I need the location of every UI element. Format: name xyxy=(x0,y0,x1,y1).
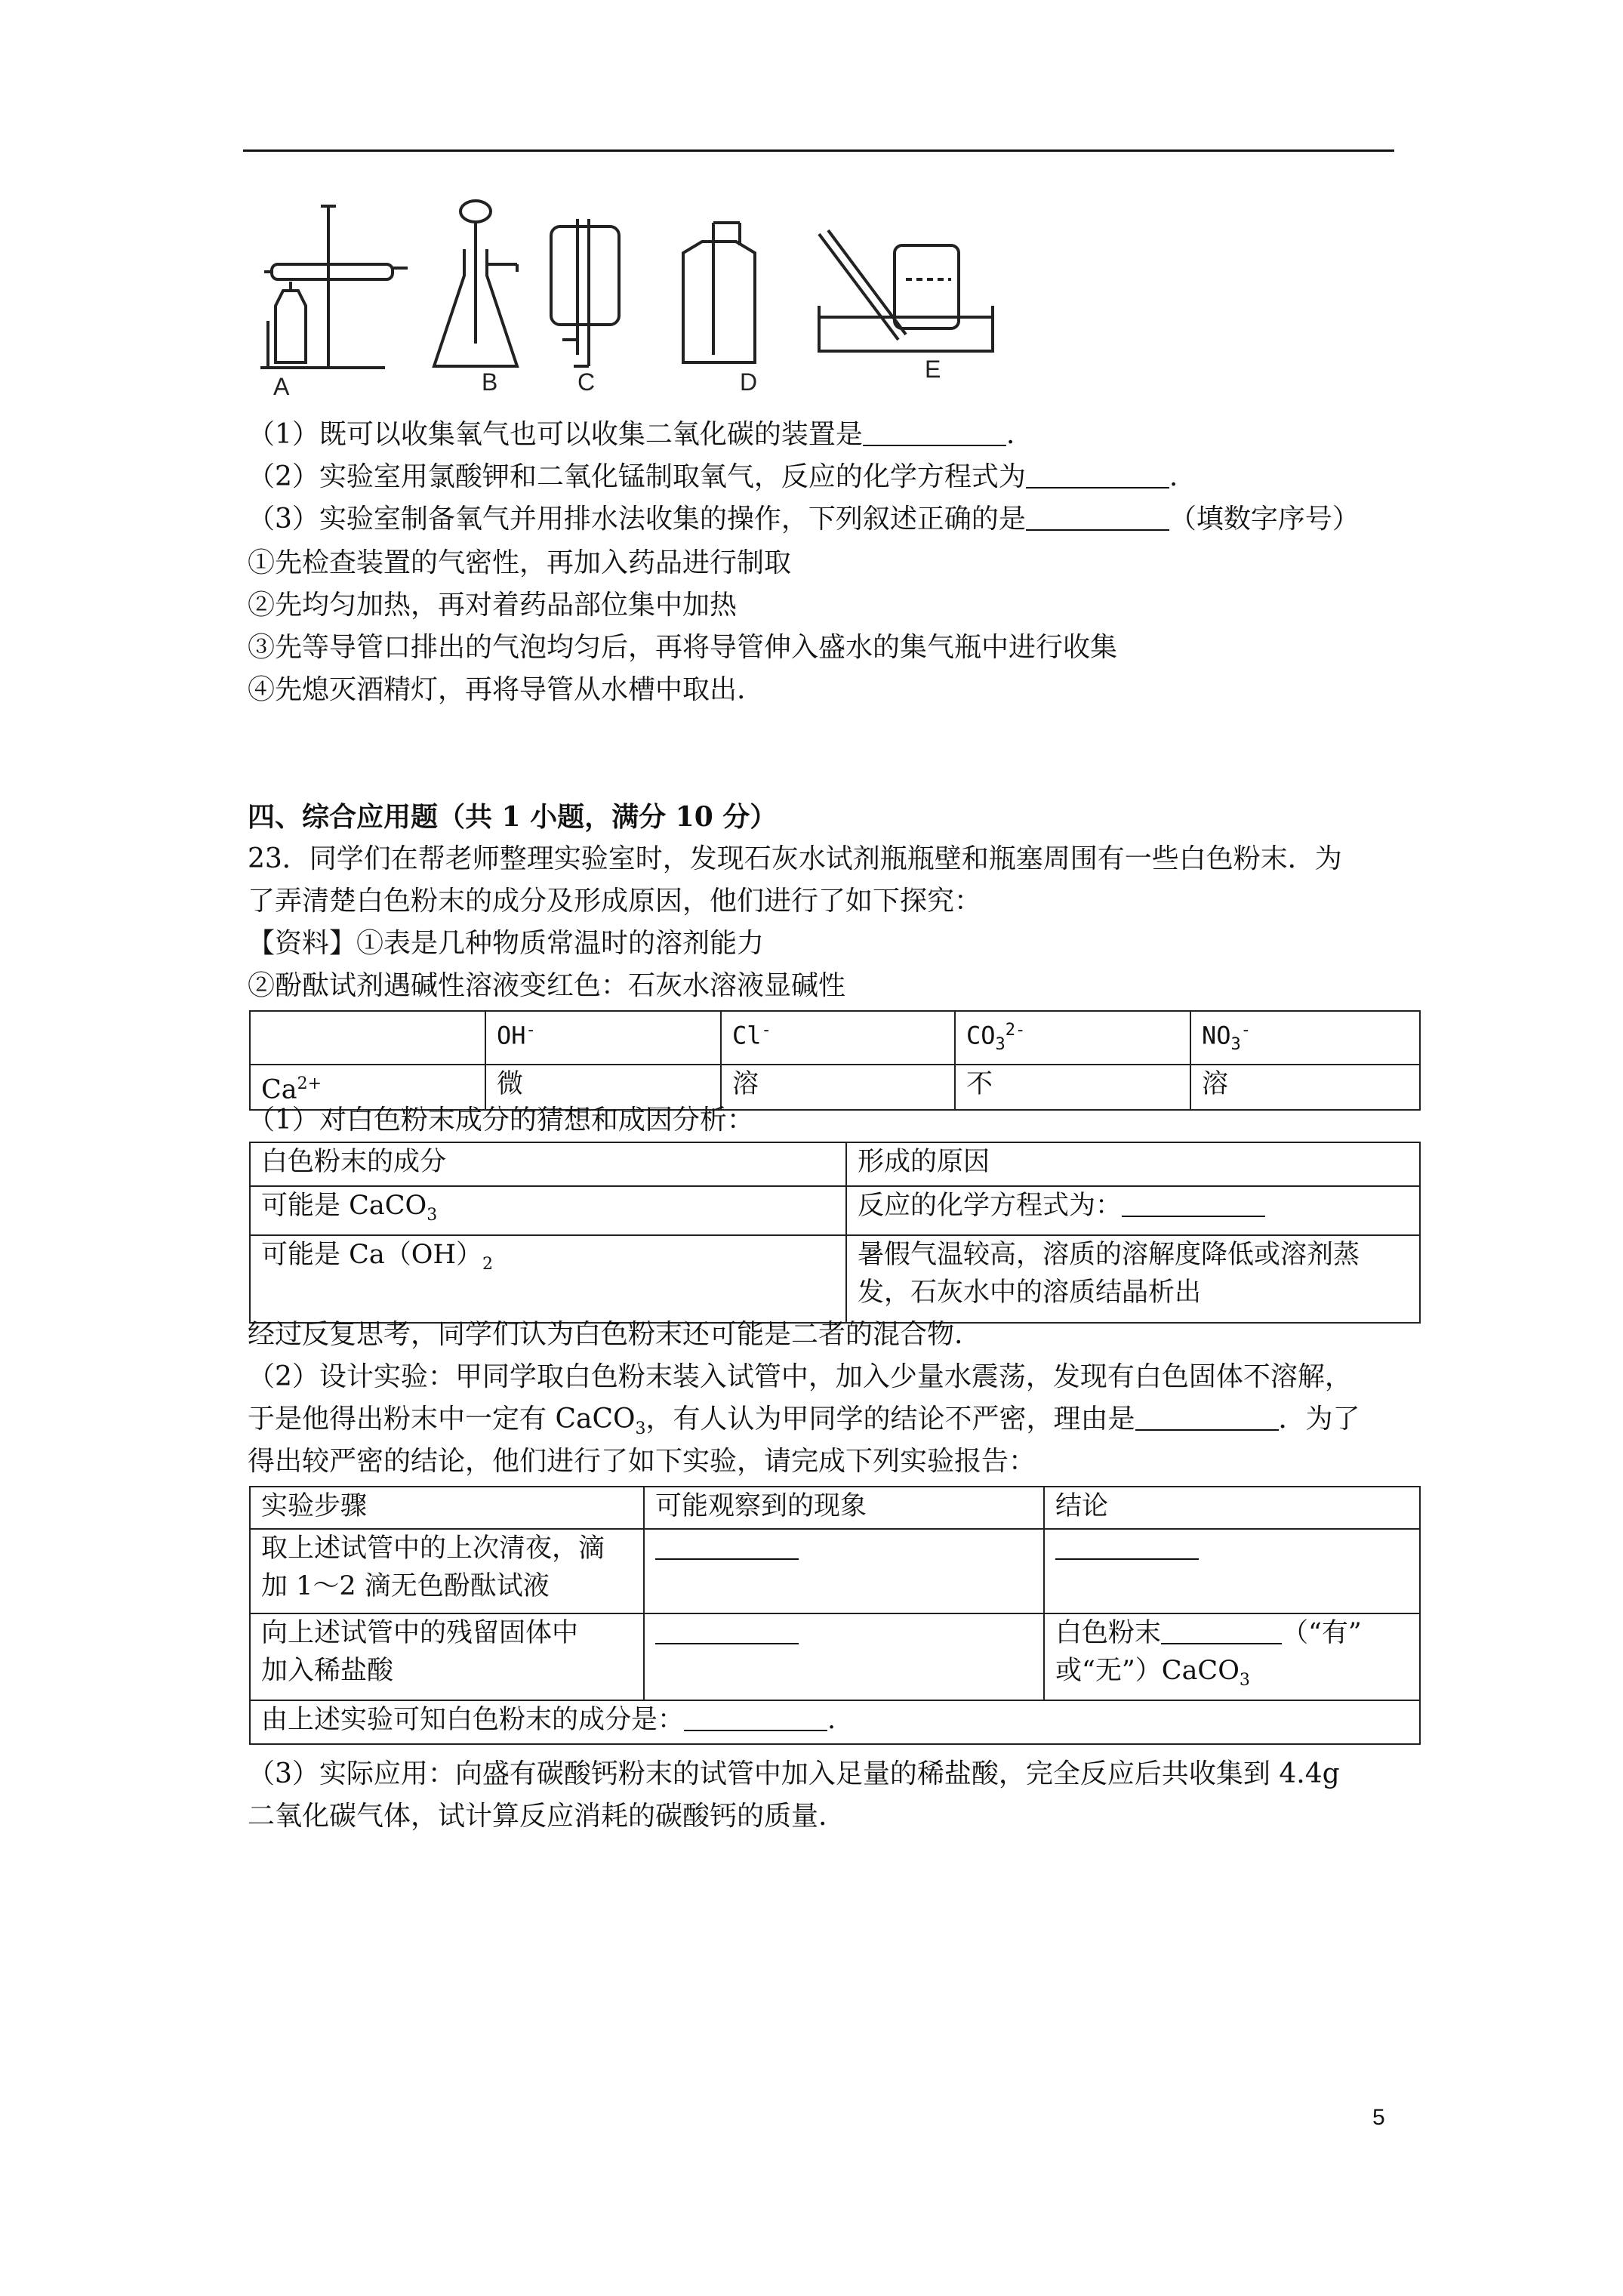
q23-line1: 23．同学们在帮老师整理实验室时，发现石灰水试剂瓶瓶壁和瓶塞周围有一些白色粉末．为 xyxy=(248,843,1342,874)
step-phenolphthalein: 取上述试管中的上次清夜，滴 加 1～2 滴无色酚酞试液 xyxy=(250,1529,644,1613)
solubility-cell: 溶 xyxy=(1190,1065,1420,1110)
conclusion-cell: 白色粉末 （“有” 或“无”）CaCO$_3$ xyxy=(1044,1613,1420,1700)
ion-header: $NO_3^-$ xyxy=(1190,1011,1420,1065)
page-number: 5 xyxy=(1372,2105,1385,2130)
answer-blank[interactable] xyxy=(684,1703,827,1731)
option-4: ④先熄灭酒精灯，再将导管从水槽中取出. xyxy=(248,674,746,705)
observation-cell xyxy=(644,1529,1044,1613)
label-e: E xyxy=(925,356,941,383)
part3-line2: 二氧化碳气体，试计算反应消耗的碳酸钙的质量. xyxy=(248,1801,827,1832)
part3-line1: （3）实际应用：向盛有碳酸钙粉末的试管中加入足量的稀盐酸，完全反应后共收集到 4.4g xyxy=(248,1758,1340,1789)
mixture-note: 经过反复思考，同学们认为白色粉末还可能是二者的混合物. xyxy=(248,1319,963,1350)
step-hydrochloric-acid: 向上述试管中的残留固体中 加入稀盐酸 xyxy=(250,1613,644,1700)
q22-part3: （3）实验室制备氧气并用排水法收集的操作，下列叙述正确的是 （填数字序号） xyxy=(248,504,1360,535)
experiment-header: 实验步骤 xyxy=(250,1487,644,1529)
answer-blank[interactable] xyxy=(1026,460,1169,488)
answer-blank[interactable] xyxy=(1055,1531,1199,1560)
answer-blank[interactable] xyxy=(1122,1188,1265,1217)
analysis-header: 白色粉末的成分 xyxy=(250,1142,846,1186)
option-3: ③先等导管口排出的气泡均匀后，再将导管伸入盛水的集气瓶中进行收集 xyxy=(248,632,1118,663)
apparatus-a-icon xyxy=(260,206,408,368)
answer-blank[interactable] xyxy=(1161,1616,1282,1644)
apparatus-b-icon xyxy=(434,201,517,366)
analysis-header: 形成的原因 xyxy=(846,1142,1420,1186)
solubility-corner xyxy=(250,1011,485,1065)
apparatus-figure xyxy=(242,193,1042,396)
q22-part3-text: （3）实验室制备氧气并用排水法收集的操作，下列叙述正确的是 xyxy=(248,504,1026,535)
ion-header: Cl- xyxy=(721,1011,955,1065)
q22-part2: （2）实验室用氯酸钾和二氧化锰制取氧气，反应的化学方程式为 . xyxy=(248,461,1178,492)
experiment-header: 可能观察到的现象 xyxy=(644,1487,1044,1529)
label-d: D xyxy=(740,368,758,396)
experiment-header: 结论 xyxy=(1044,1487,1420,1529)
q22-part2-text: （2）实验室用氯酸钾和二氧化锰制取氧气，反应的化学方程式为 xyxy=(248,461,1026,492)
analysis-table xyxy=(249,1142,1421,1324)
reference-1: 【资料】①表是几种物质常温时的溶剂能力 xyxy=(248,928,765,959)
q22-part1-text: （1）既可以收集氧气也可以收集二氧化碳的装置是 xyxy=(248,419,863,450)
apparatus-d-icon xyxy=(683,223,755,362)
ion-header: OH- xyxy=(485,1011,721,1065)
part2-line1: （2）设计实验：甲同学取白色粉末装入试管中，加入少量水震荡，发现有白色固体不溶解， xyxy=(248,1361,1352,1392)
option-1: ①先检查装置的气密性，再加入药品进行制取 xyxy=(248,547,792,578)
header-rule xyxy=(243,149,1394,152)
apparatus-e-icon xyxy=(819,230,993,351)
solubility-cell: 微 xyxy=(485,1065,721,1110)
guess-caco3: 可能是 CaCO$_3$ xyxy=(250,1186,846,1235)
part2-line3: 得出较严密的结论，他们进行了如下实验，请完成下列实验报告： xyxy=(248,1446,1036,1477)
answer-blank[interactable] xyxy=(655,1531,799,1560)
ion-header: $CO_3^{2-}$ xyxy=(955,1011,1190,1065)
reference-2: ②酚酞试剂遇碱性溶液变红色：石灰水溶液显碱性 xyxy=(248,970,846,1001)
answer-blank[interactable] xyxy=(655,1616,799,1644)
label-c: C xyxy=(577,368,596,396)
answer-blank[interactable] xyxy=(1135,1402,1279,1431)
label-a: A xyxy=(273,373,290,396)
part2-line2: 于是他得出粉末中一定有 CaCO$_3$，有人认为甲同学的结论不严密，理由是 ．为了 xyxy=(248,1404,1360,1439)
solubility-cell: 不 xyxy=(955,1065,1190,1110)
solubility-cell: 溶 xyxy=(721,1065,955,1110)
section-title: 四、综合应用题（共 1 小题，满分 10 分） xyxy=(248,801,778,833)
summary-row: 由上述实验可知白色粉末的成分是： . xyxy=(250,1700,1420,1744)
conclusion-cell xyxy=(1044,1529,1420,1613)
reason-crystallization: 暑假气温较高，溶质的溶解度降低或溶剂蒸 发，石灰水中的溶质结晶析出 xyxy=(846,1235,1420,1323)
apparatus-c-icon xyxy=(551,219,619,366)
cation-label: $Ca^{2+}$ xyxy=(250,1065,485,1110)
label-b: B xyxy=(482,368,498,396)
guess-caoh2: 可能是 $Ca(OH)_2$ xyxy=(250,1235,846,1323)
solubility-table xyxy=(249,1010,1421,1111)
answer-blank[interactable] xyxy=(1026,502,1169,531)
q22-part1: （1）既可以收集氧气也可以收集二氧化碳的装置是 . xyxy=(248,419,1015,450)
q23-line2: 了弄清楚白色粉末的成分及形成原因，他们进行了如下探究： xyxy=(248,886,982,917)
experiment-table xyxy=(249,1486,1421,1745)
answer-blank[interactable] xyxy=(863,418,1006,446)
reason-equation: 反应的化学方程式为： xyxy=(846,1186,1420,1235)
option-2: ②先均匀加热，再对着药品部位集中加热 xyxy=(248,590,738,621)
observation-cell xyxy=(644,1613,1044,1700)
part1-intro: （1）对白色粉末成分的猜想和成因分析： xyxy=(248,1105,754,1136)
